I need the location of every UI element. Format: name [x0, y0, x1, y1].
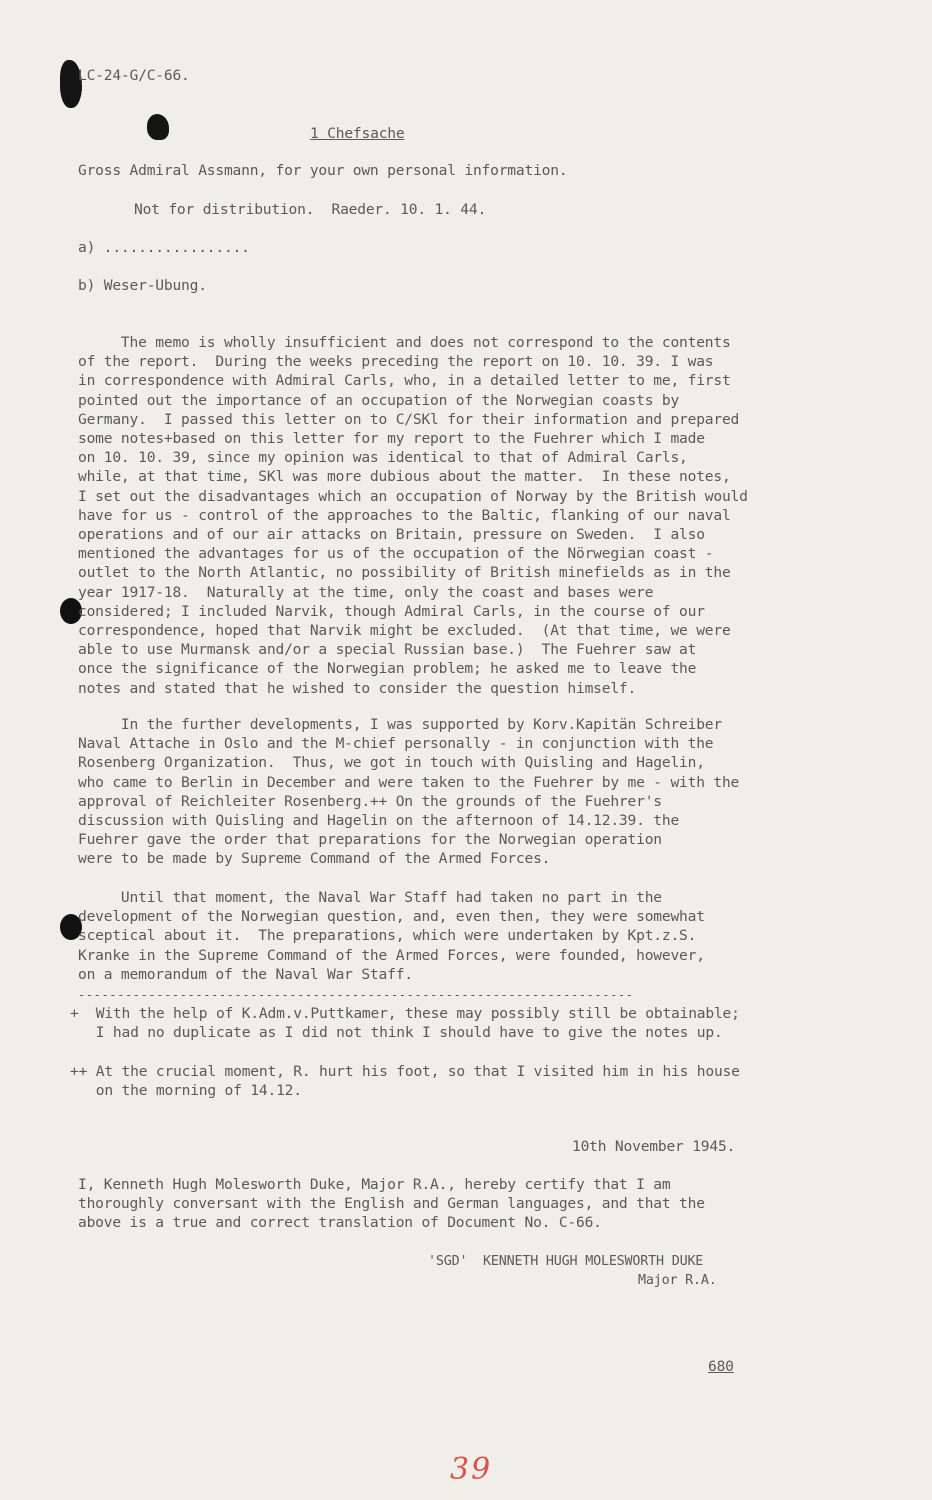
paragraph-3-line: on a memorandum of the Naval War Staff.	[78, 965, 413, 983]
paragraph-1-line: I set out the disadvantages which an occupation of Norway by the British would	[78, 487, 748, 505]
paragraph-1-line: once the significance of the Norwegian problem; he asked me to leave the	[78, 660, 697, 678]
paragraph-1-line: considered; I included Narvik, though Admiral Carls, in the course of our	[78, 602, 705, 620]
paragraph-2-line: In the further developments, I was supported by Korv.Kapitän Schreiber	[78, 716, 722, 733]
paragraph-2-line: who came to Berlin in December and were taken to the Fuehrer by me - with the	[78, 773, 740, 791]
rank: Major R.A.	[638, 1273, 717, 1288]
footnote-rule: -----------------------------------------------------------------------	[78, 988, 634, 1002]
footnote-2-line: on the morning of 14.12.	[70, 1082, 302, 1100]
certification-line: above is a true and correct translation of Document No. C-66.	[78, 1214, 602, 1232]
paragraph-1-line: while, at that time, SKl was more dubious about the matter. In these notes,	[78, 468, 731, 486]
paragraph-1-line: operations and of our air attacks on Britain, pressure on Sweden. I also	[78, 526, 705, 543]
paragraph-1-line: year 1917-18. Naturally at the time, only the coast and bases were	[78, 583, 654, 601]
ink-blot-small	[147, 114, 169, 140]
paragraph-1-line: correspondence, hoped that Narvik might be excluded. (At that time, we were	[78, 622, 731, 639]
signature: 'SGD' KENNETH HUGH MOLESWORTH DUKE	[428, 1254, 704, 1269]
footnote-1-line: I had no duplicate as I did not think I should have to give the notes up.	[70, 1024, 723, 1042]
paragraph-3-line: Until that moment, the Naval War Staff had taken no part in the	[78, 889, 662, 906]
certification-date: 10th November 1945.	[572, 1138, 736, 1155]
paragraph-1-line: in correspondence with Admiral Carls, who, in a detailed letter to me, first	[78, 372, 731, 390]
item-b: b) Weser-Ubung.	[78, 277, 207, 294]
item-a: a) .................	[78, 239, 250, 256]
paragraph-1-line: Germany. I passed this letter on to C/SKl for their information and prepared	[78, 410, 740, 428]
paragraph-1-line: of the report. During the weeks preceding the report on 10. 10. 39. I was	[78, 353, 714, 371]
paragraph-2-line: were to be made by Supreme Command of the Armed Forces.	[78, 850, 551, 868]
addressee: Gross Admiral Assmann, for your own personal information.	[78, 162, 568, 179]
paragraph-2-line: discussion with Quisling and Hagelin on the afternoon of 14.12.39. the	[78, 812, 680, 829]
paragraph-1-line: outlet to the North Atlantic, no possibility of British minefields as in the	[78, 564, 731, 582]
paragraph-1-line: pointed out the importance of an occupation of the Norwegian coasts by	[78, 391, 680, 409]
footnote-2-line: ++ At the crucial moment, R. hurt his foot, so that I visited him in his house	[70, 1063, 740, 1080]
paragraph-2-line: Naval Attache in Oslo and the M-chief personally - in conjunction with the	[78, 735, 714, 753]
paragraph-1-line: have for us - control of the approaches to the Baltic, flanking of our naval	[78, 506, 731, 524]
paragraph-2-line: Rosenberg Organization. Thus, we got in touch with Quisling and Hagelin,	[78, 754, 705, 772]
paragraph-1-line: able to use Murmansk and/or a special Russian base.) The Fuehrer saw at	[78, 641, 697, 659]
footnote-1-line: + With the help of K.Adm.v.Puttkamer, these may possibly still be obtainable;	[70, 1005, 740, 1022]
paragraph-3-line: Kranke in the Supreme Command of the Armed Forces, were founded, however,	[78, 946, 705, 964]
stamp-number: 680	[708, 1358, 734, 1375]
document-reference: LC-24-G/C-66.	[78, 67, 190, 84]
certification-line: I, Kenneth Hugh Molesworth Duke, Major R.A., hereby certify that I am	[78, 1176, 671, 1193]
paragraph-3-line: sceptical about it. The preparations, which were undertaken by Kpt.z.S.	[78, 927, 697, 945]
paragraph-1-line: mentioned the advantages for us of the occupation of the Nörwegian coast -	[78, 545, 714, 563]
paragraph-2-line: Fuehrer gave the order that preparations for the Norwegian operation	[78, 831, 662, 849]
page-number: 39	[450, 1452, 493, 1487]
paragraph-1-line: notes and stated that he wished to consider the question himself.	[78, 679, 637, 697]
certification-line: thoroughly conversant with the English and German languages, and that the	[78, 1195, 705, 1213]
classification: 1 Chefsache	[310, 125, 405, 142]
paragraph-1-line: on 10. 10. 39, since my opinion was identical to that of Admiral Carls,	[78, 449, 688, 467]
paragraph-1-line: The memo is wholly insufficient and does not correspond to the contents	[78, 334, 731, 351]
paragraph-3-line: development of the Norwegian question, and, even then, they were somewhat	[78, 908, 705, 926]
distribution-note: Not for distribution. Raeder. 10. 1. 44.	[134, 201, 487, 218]
paragraph-2-line: approval of Reichleiter Rosenberg.++ On the grounds of the Fuehrer's	[78, 792, 662, 810]
paragraph-1-line: some notes+based on this letter for my report to the Fuehrer which I made	[78, 430, 705, 447]
